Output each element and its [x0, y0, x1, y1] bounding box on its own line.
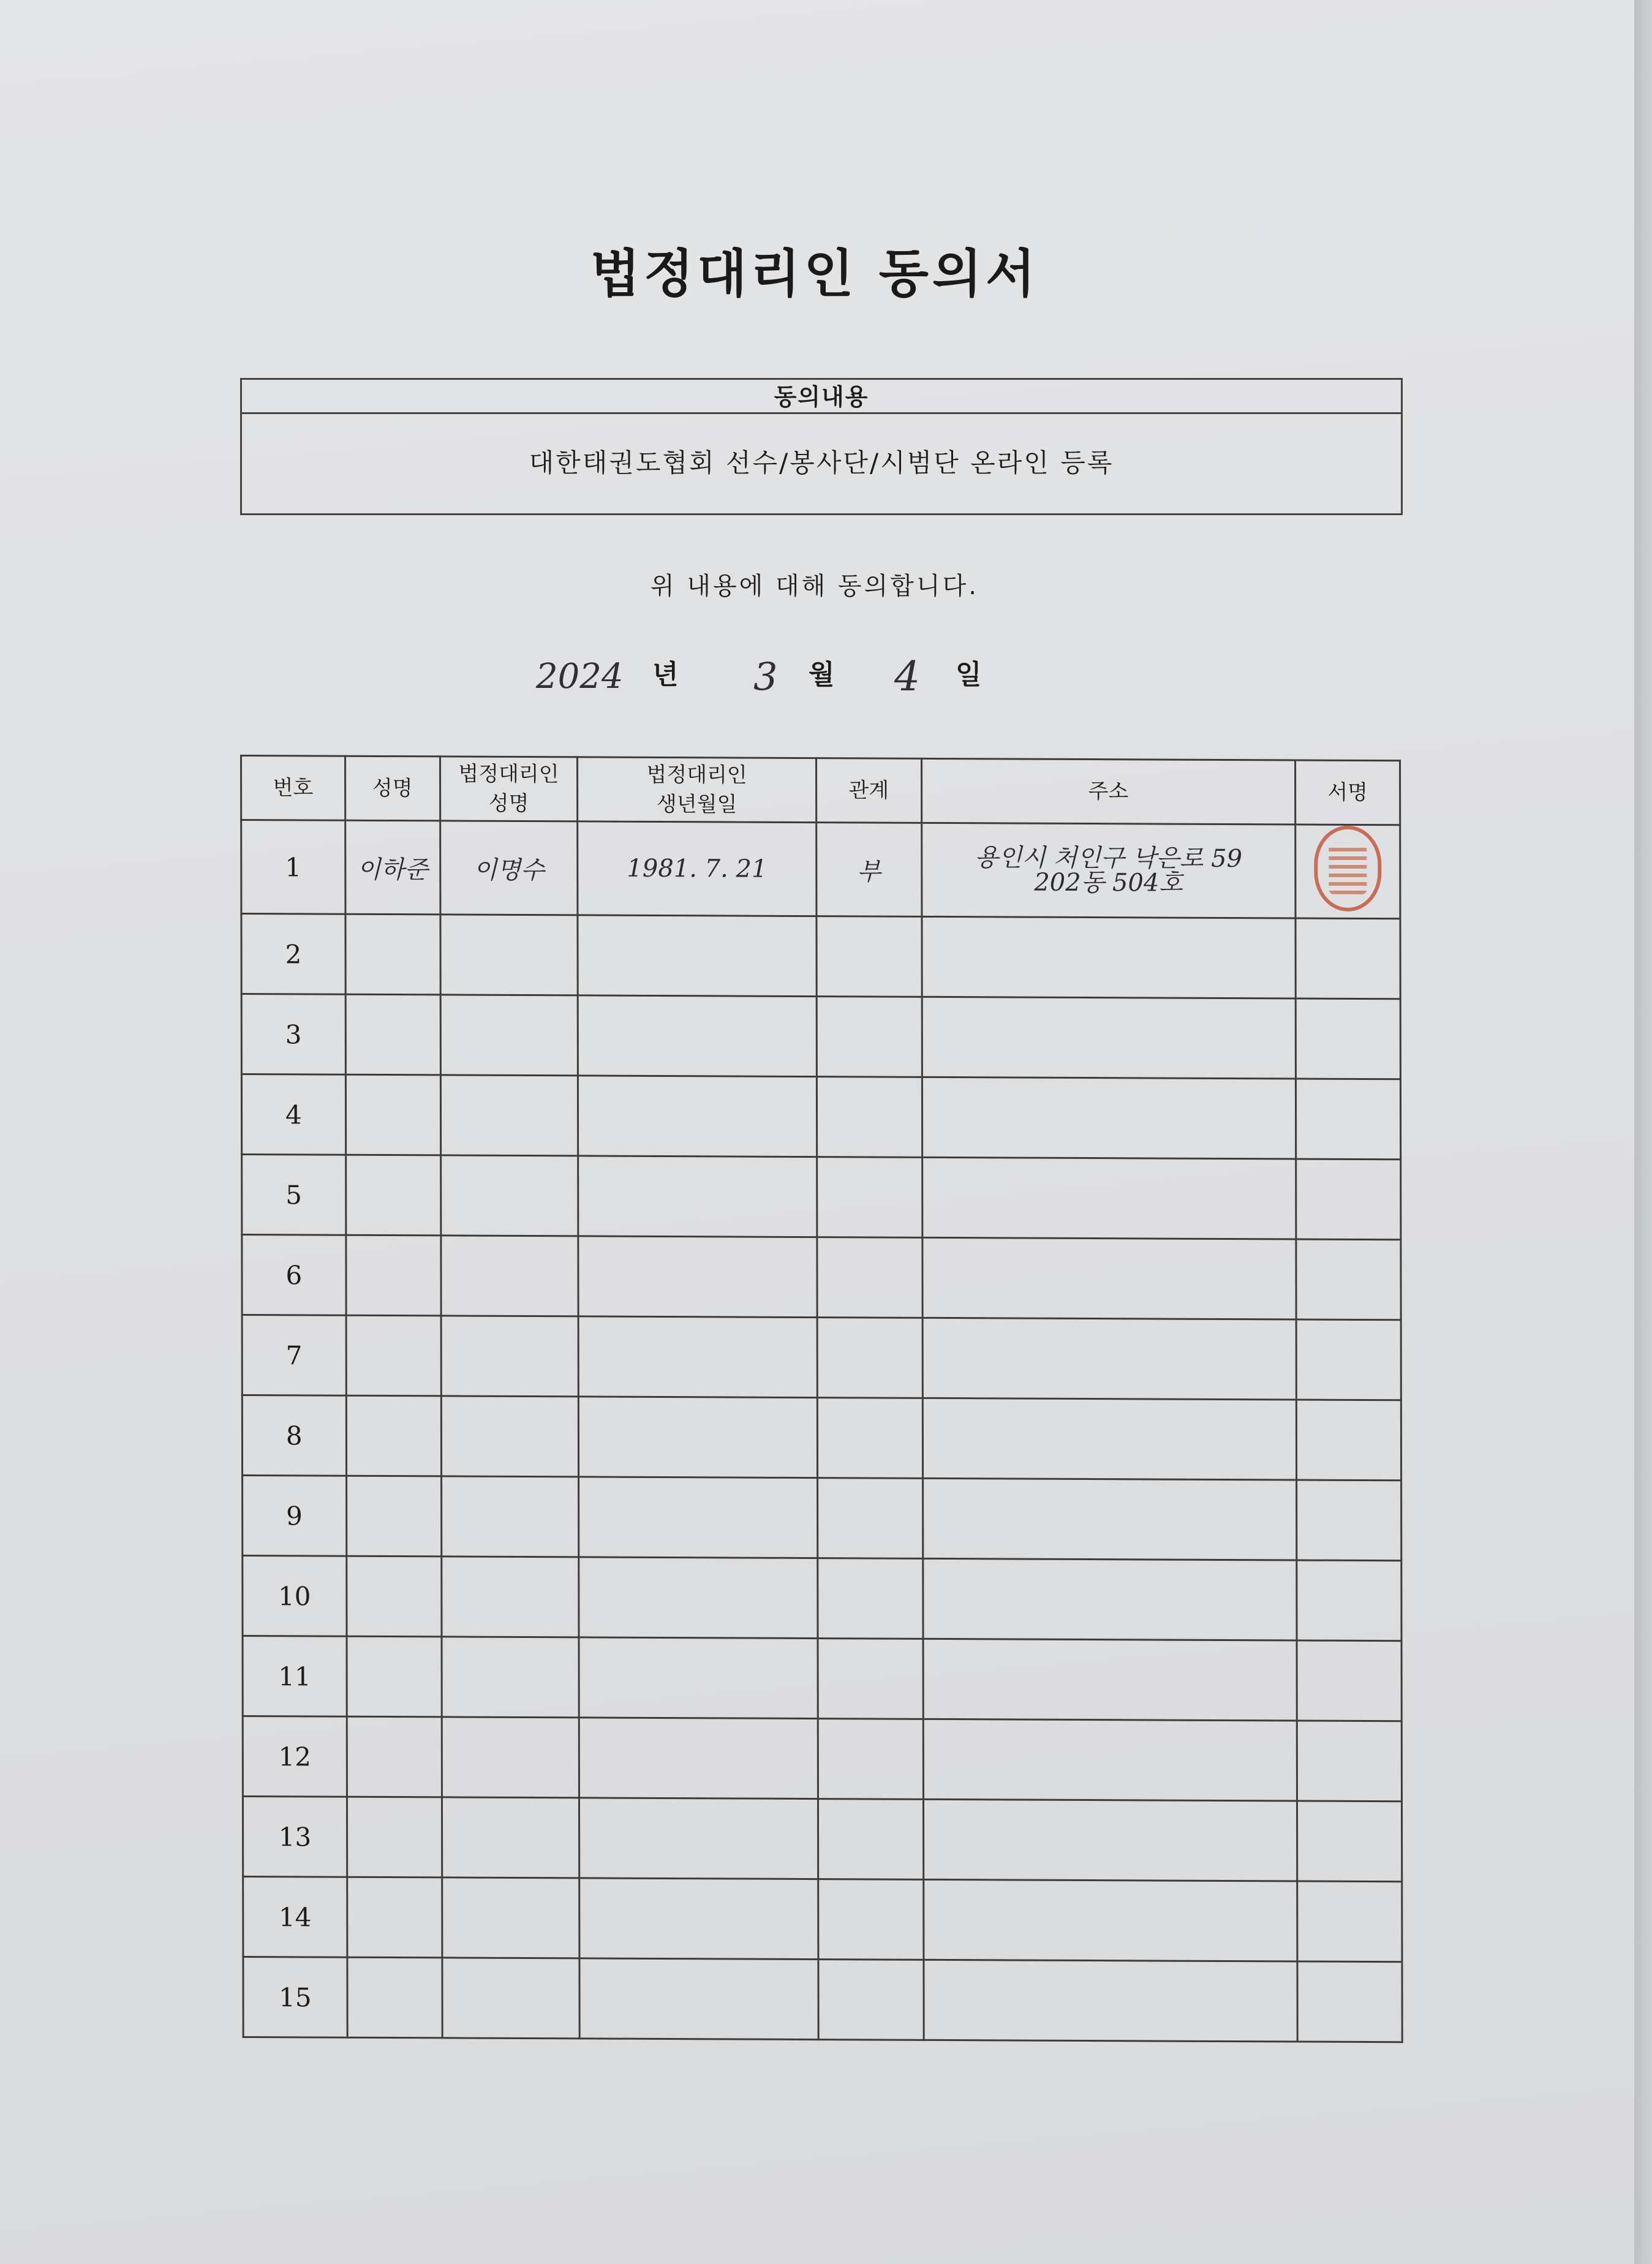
- header-guardian-birth-line1: 법정대리인: [646, 762, 747, 788]
- row-guardian-name: [442, 1717, 579, 1798]
- row-name: [346, 1235, 441, 1316]
- header-relation: 관계: [816, 758, 921, 823]
- row-number: 15: [243, 1956, 347, 2037]
- table-row: [242, 1234, 1401, 1319]
- table-row: [242, 1315, 1401, 1400]
- row-name: [347, 1957, 442, 2038]
- table-row: [242, 1155, 1401, 1240]
- table-row: [241, 994, 1400, 1079]
- row-address-line2: 202동 504호: [1034, 868, 1183, 897]
- row-signature: [1297, 1640, 1401, 1721]
- row-relation: [818, 1719, 923, 1800]
- row-address: [923, 1799, 1297, 1881]
- row-signature: [1297, 1480, 1401, 1561]
- row-guardian-birth: [579, 1637, 818, 1719]
- row-name: [346, 1315, 441, 1396]
- row-address: [921, 916, 1296, 998]
- row-name: [347, 1636, 442, 1717]
- row-guardian-name: [441, 1316, 579, 1397]
- table-row: [241, 914, 1400, 999]
- header-name: 성명: [345, 756, 440, 821]
- header-guardian-name-line2: 성명: [488, 791, 529, 817]
- row-relation: [818, 1558, 923, 1639]
- row-relation: 부: [817, 823, 922, 917]
- row-name: [345, 914, 440, 995]
- header-guardian-birth-line2: 생년월일: [657, 791, 737, 817]
- row-number: 3: [241, 994, 345, 1075]
- row-number: 9: [243, 1475, 347, 1556]
- row-guardian-birth: [578, 1316, 817, 1398]
- row-relation: [818, 1960, 924, 2040]
- row-guardian-birth: [578, 1236, 817, 1318]
- row-signature: [1297, 1801, 1402, 1882]
- row-guardian-birth: [579, 1557, 818, 1639]
- row-guardian-name: [440, 1236, 578, 1316]
- row-relation: [818, 1799, 923, 1880]
- document-title: 법정대리인 동의서: [590, 244, 1039, 304]
- row-signature: [1297, 1560, 1401, 1641]
- date-year: 2024: [536, 657, 624, 696]
- table-row: [243, 1636, 1401, 1721]
- row-number: 8: [242, 1395, 346, 1476]
- row-address: [922, 1157, 1296, 1239]
- header-address: 주소: [921, 758, 1296, 824]
- row-name: [346, 1476, 441, 1556]
- row-address: [922, 1558, 1297, 1640]
- row-address: [922, 1237, 1296, 1319]
- row-number: 14: [243, 1876, 347, 1957]
- table-header-row: [241, 756, 1400, 825]
- row-signature: [1297, 1961, 1402, 2042]
- row-relation: [817, 916, 922, 997]
- table-row: [243, 1796, 1401, 1881]
- row-name: [345, 1155, 440, 1236]
- table-row: [243, 1475, 1401, 1560]
- row-signature: [1296, 1319, 1401, 1400]
- row-address: [923, 1960, 1297, 2042]
- row-number: 12: [243, 1716, 347, 1797]
- date-day: 4: [894, 653, 920, 700]
- row-guardian-birth: [578, 1156, 817, 1237]
- row-guardian-name: [442, 1797, 579, 1878]
- row-number: 13: [243, 1796, 347, 1877]
- table-row: [243, 1555, 1401, 1640]
- row-guardian-birth: [578, 1076, 817, 1157]
- row-name: [345, 1074, 440, 1155]
- row-signature: [1297, 1721, 1401, 1802]
- row-relation: [817, 1157, 922, 1238]
- row-relation: [817, 1478, 922, 1559]
- date-day-label: 일: [956, 659, 982, 690]
- row-address: [922, 997, 1296, 1079]
- date-month: 3: [753, 654, 778, 699]
- row-guardian-name: [442, 1877, 579, 1958]
- row-guardian-name: [440, 995, 578, 1076]
- row-address: [922, 1318, 1297, 1400]
- row-guardian-name: [440, 915, 578, 995]
- row-guardian-birth: [579, 1397, 818, 1478]
- row-guardian-birth: [579, 1958, 818, 2040]
- row-guardian-birth: [579, 1477, 818, 1558]
- row-number: 11: [243, 1636, 347, 1716]
- row-address: [923, 1719, 1297, 1801]
- row-guardian-birth: 1981. 7. 21: [578, 821, 817, 916]
- table-row: [243, 1876, 1402, 1961]
- header-signature: 서명: [1296, 760, 1400, 825]
- row-name: [346, 1556, 441, 1637]
- date-month-label: 월: [809, 659, 835, 690]
- consent-header: 동의내용: [242, 380, 1401, 414]
- paper-edge: [1634, 0, 1652, 2264]
- row-signature: [1296, 1239, 1401, 1320]
- row-guardian-birth: [578, 995, 817, 1077]
- agree-statement: 위 내용에 대해 동의합니다.: [651, 572, 979, 600]
- row-guardian-name: [441, 1556, 579, 1637]
- header-number: 번호: [241, 756, 345, 821]
- row-signature: [1296, 998, 1400, 1079]
- row-address: [922, 1398, 1297, 1480]
- row-guardian-name: [441, 1476, 579, 1557]
- registration-table: [240, 755, 1403, 2043]
- row-address-line1: 용인시 처인구 낙은로 59: [975, 843, 1243, 874]
- row-number: 10: [243, 1555, 347, 1636]
- row-relation: [817, 997, 922, 1077]
- row-number: 6: [242, 1234, 346, 1315]
- row-guardian-name: [440, 1155, 578, 1236]
- row-signature: [1296, 824, 1400, 919]
- row-guardian-name: [440, 1075, 578, 1156]
- row-signature: [1297, 1881, 1402, 1962]
- row-relation: [817, 1398, 922, 1479]
- row-address: [923, 1639, 1297, 1721]
- row-guardian-birth: [579, 1798, 818, 1879]
- row-guardian-birth: [578, 915, 817, 997]
- row-guardian-name: [442, 1637, 579, 1718]
- table-row: [241, 1074, 1400, 1160]
- row-number: 7: [242, 1315, 346, 1395]
- row-guardian-birth: [579, 1878, 818, 1960]
- table-row: [243, 1956, 1402, 2042]
- row-address: [922, 1077, 1296, 1159]
- row-signature: [1296, 1400, 1401, 1481]
- header-guardian-birth: [578, 757, 817, 823]
- row-address: [921, 823, 1296, 918]
- date-year-label: 년: [652, 659, 679, 690]
- row-address: [923, 1879, 1297, 1961]
- row-name: [347, 1716, 442, 1797]
- row-address: [922, 1478, 1297, 1560]
- row-number: 1: [241, 820, 345, 915]
- row-guardian-name: [441, 1396, 579, 1477]
- row-guardian-birth: [579, 1718, 818, 1799]
- row-number: 4: [241, 1074, 345, 1155]
- row-relation: [817, 1077, 922, 1158]
- header-guardian-name-line1: 법정대리인: [458, 761, 559, 787]
- row-relation: [818, 1639, 923, 1719]
- consent-box: [240, 378, 1403, 515]
- seal-stamp-icon: [1314, 826, 1381, 911]
- table-row: [242, 1395, 1401, 1480]
- row-signature: [1296, 1079, 1401, 1160]
- row-relation: [818, 1879, 924, 1960]
- table-row: [243, 1716, 1401, 1801]
- row-relation: [817, 1318, 922, 1398]
- row-guardian-name: 이명수: [440, 821, 578, 915]
- row-number: 5: [242, 1155, 346, 1236]
- row-name: [346, 1395, 441, 1476]
- row-signature: [1296, 918, 1400, 999]
- row-name: 이하준: [345, 820, 440, 915]
- row-name: [345, 994, 440, 1075]
- row-guardian-name: [442, 1958, 580, 2039]
- row-name: [347, 1877, 442, 1958]
- consent-text: 대한태권도협회 선수/봉사단/시범단 온라인 등록: [529, 448, 1114, 478]
- row-relation: [817, 1237, 922, 1318]
- row-name: [347, 1797, 442, 1877]
- table-row: [241, 820, 1400, 919]
- header-guardian-name: [440, 757, 578, 821]
- row-signature: [1296, 1159, 1401, 1240]
- row-number: 2: [241, 914, 345, 995]
